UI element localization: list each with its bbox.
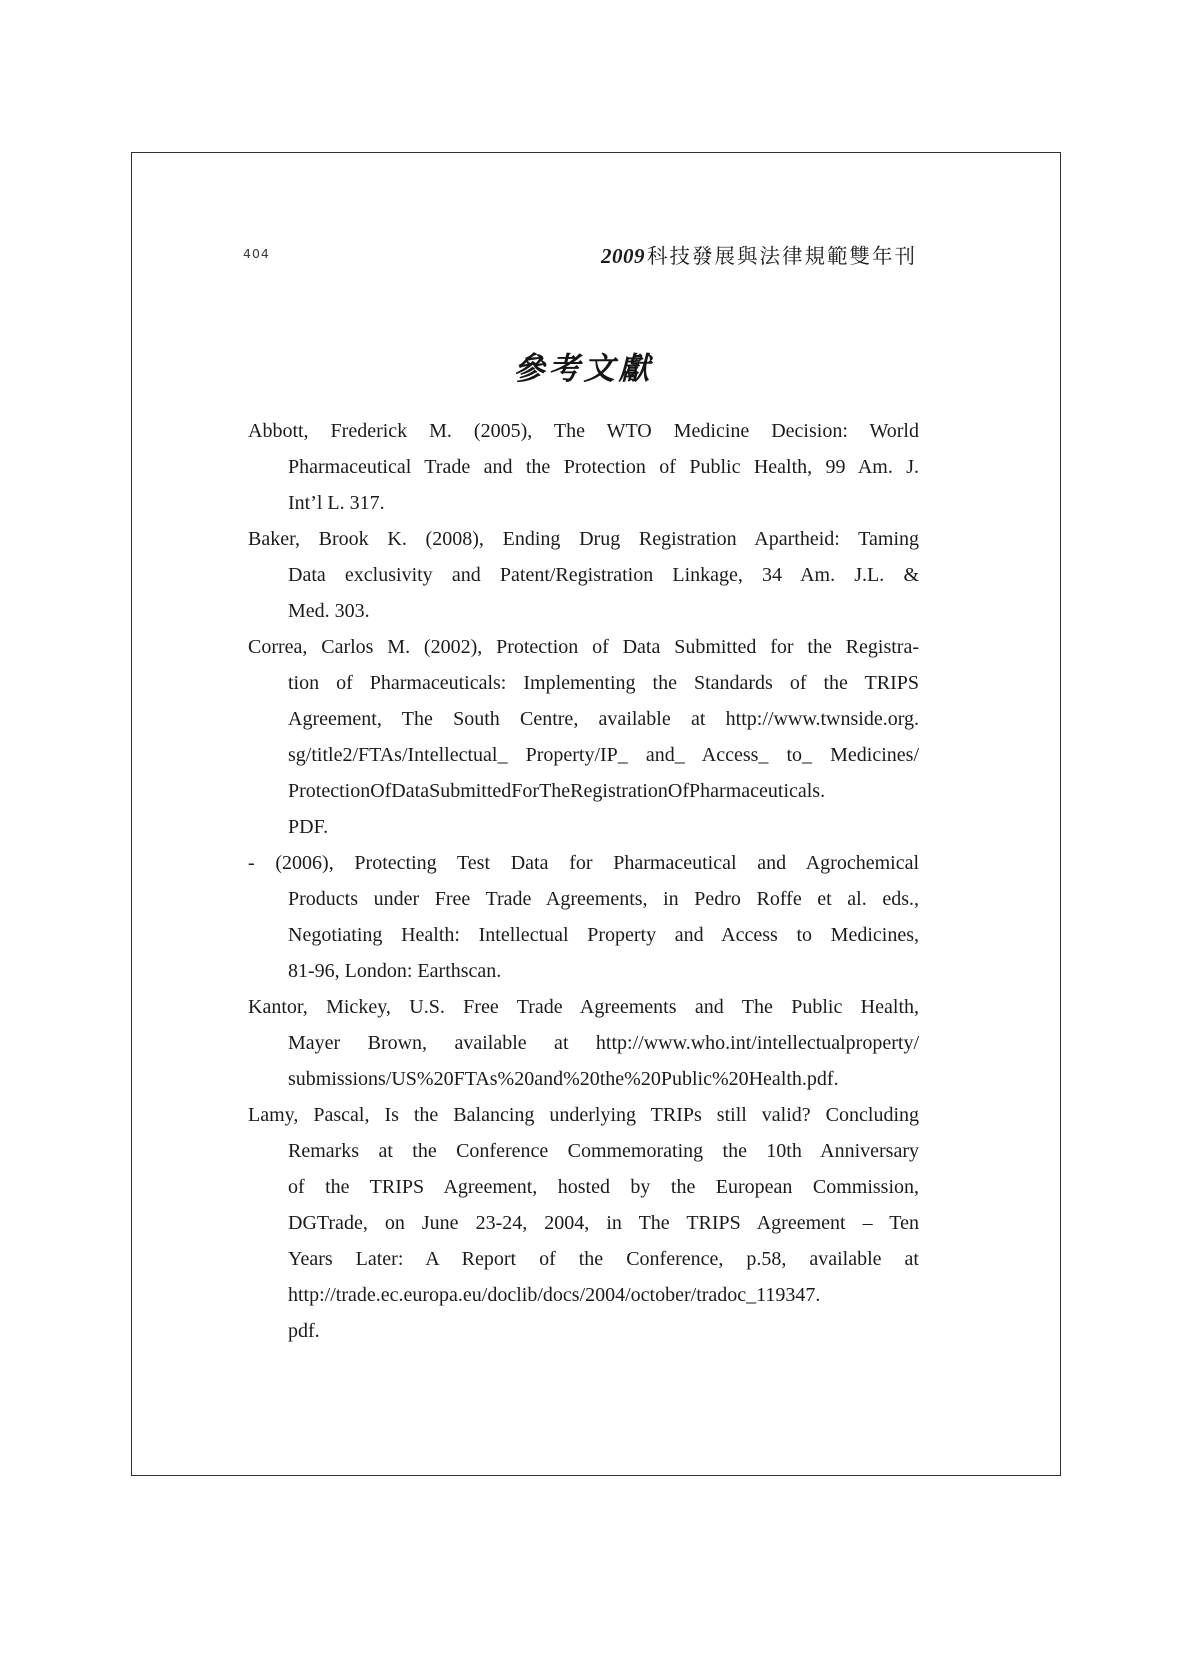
reference-line: PDF.: [288, 816, 329, 838]
reference-entry-kantor: [248, 989, 919, 1097]
reference-line: Mayer Brown, available at http://www.who.int/intellectualproperty/: [288, 1032, 919, 1054]
reference-line: of the TRIPS Agreement, hosted by the European Commission,: [288, 1176, 919, 1198]
reference-line: Lamy, Pascal, Is the Balancing underlying TRIPs still valid? Concluding: [248, 1104, 919, 1126]
reference-line: DGTrade, on June 23-24, 2004, in The TRIPS Agreement – Ten: [288, 1212, 919, 1234]
reference-entry-correa-2002: [248, 629, 919, 845]
reference-entry-baker: [248, 521, 919, 629]
page-number: 404: [243, 246, 270, 261]
section-title: 參考文獻: [513, 351, 654, 386]
reference-line: Years Later: A Report of the Conference, p.58, available at: [288, 1248, 919, 1270]
reference-entry-abbott: [248, 413, 919, 521]
reference-line: Correa, Carlos M. (2002), Protection of Data Submitted for the Registra-: [248, 636, 919, 658]
reference-line: Baker, Brook K. (2008), Ending Drug Registration Apartheid: Taming: [248, 528, 919, 550]
reference-line: Remarks at the Conference Commemorating the 10th Anniversary: [288, 1140, 919, 1162]
reference-line: - (2006), Protecting Test Data for Pharmaceutical and Agrochemical: [248, 852, 919, 874]
page-frame: [131, 152, 1061, 1476]
reference-line: Int’l L. 317.: [288, 492, 385, 514]
reference-line: Pharmaceutical Trade and the Protection of Public Health, 99 Am. J.: [288, 456, 919, 478]
reference-line: Abbott, Frederick M. (2005), The WTO Medicine Decision: World: [248, 420, 919, 442]
reference-line: http://trade.ec.europa.eu/doclib/docs/2004/october/tradoc_119347.: [288, 1284, 821, 1306]
references-list: [248, 413, 919, 1349]
reference-entry-correa-2006: [248, 845, 919, 989]
reference-line: Products under Free Trade Agreements, in Pedro Roffe et al. eds.,: [288, 888, 919, 910]
reference-line: Negotiating Health: Intellectual Property and Access to Medicines,: [288, 924, 919, 946]
reference-line: Kantor, Mickey, U.S. Free Trade Agreements and The Public Health,: [248, 996, 919, 1018]
reference-line: tion of Pharmaceuticals: Implementing the Standards of the TRIPS: [288, 672, 919, 694]
reference-entry-lamy: [248, 1097, 919, 1349]
reference-line: 81-96, London: Earthscan.: [288, 960, 502, 982]
reference-line: Agreement, The South Centre, available at http://www.twnside.org.: [288, 708, 919, 730]
journal-title: 科技發展與法律規範雙年刊: [647, 246, 917, 268]
reference-line: submissions/US%20FTAs%20and%20the%20Public%20Health.pdf.: [288, 1068, 839, 1090]
reference-line: sg/title2/FTAs/Intellectual_ Property/IP_ and_ Access_ to_ Medicines/: [288, 744, 919, 766]
journal-year: 2009: [601, 244, 645, 268]
reference-line: pdf.: [288, 1320, 320, 1342]
journal-header: [601, 239, 917, 269]
reference-line: Med. 303.: [288, 600, 370, 622]
reference-line: ProtectionOfDataSubmittedForTheRegistrationOfPharmaceuticals.: [288, 780, 826, 802]
reference-line: Data exclusivity and Patent/Registration Linkage, 34 Am. J.L. &: [288, 564, 919, 586]
